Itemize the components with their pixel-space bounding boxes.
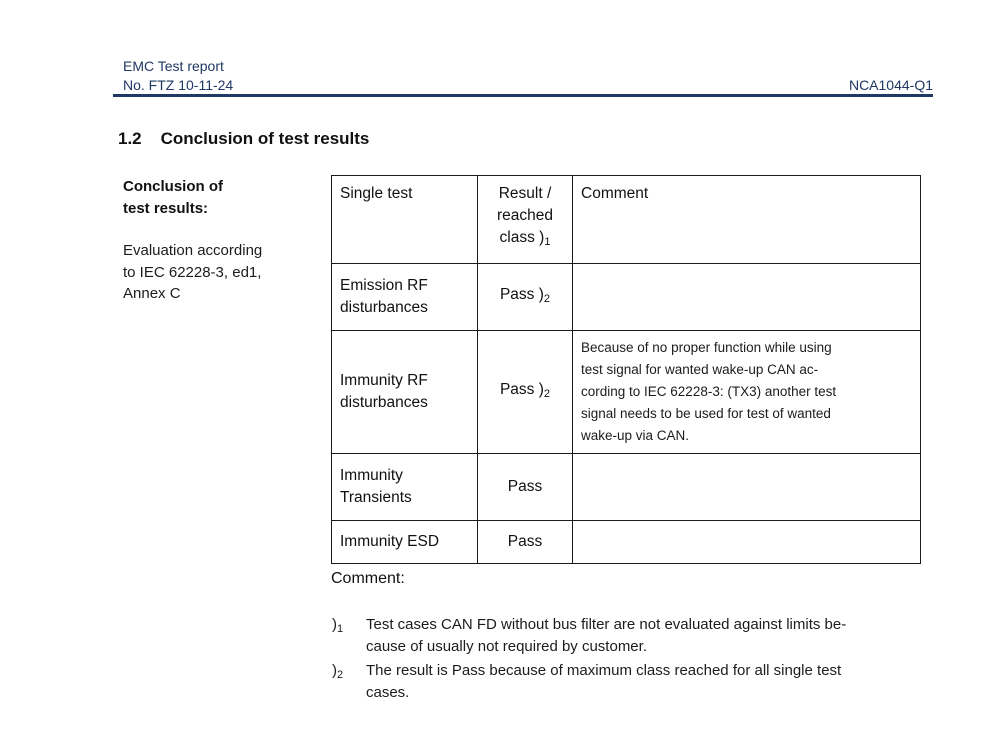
- footnote-ref-2: 2: [543, 293, 551, 305]
- cell-test-name: Immunity Transients: [332, 454, 478, 521]
- header-cell-result: [478, 176, 573, 264]
- document-id: NCA1044-Q1: [848, 77, 933, 93]
- footnote-2-text: The result is Pass because of maximum class reached for all single test cases.: [366, 662, 842, 701]
- sidebar-note: [123, 240, 328, 305]
- cell-result: Pass )$_2$: [478, 331, 573, 454]
- table-row-immunity-transients: [332, 454, 921, 521]
- table-row-emission-rf: [332, 264, 921, 331]
- cell-result: Pass: [478, 521, 573, 564]
- header-result-line2: reached: [496, 207, 553, 224]
- header-result-line3: class )$_1$: [499, 229, 551, 248]
- cell-comment: [573, 264, 921, 331]
- header-single-test-label: Single test: [340, 185, 413, 202]
- cell-test-name: Immunity ESD: [332, 521, 478, 564]
- cell-comment: [573, 454, 921, 521]
- footnote-2-marker: )$_2$: [332, 662, 344, 681]
- sidebar-note-line2: to IEC 62228-3, ed1,: [123, 263, 262, 281]
- report-number: No. FTZ 10-11-24: [123, 77, 234, 93]
- footnotes: [332, 614, 922, 706]
- cell-result: Pass )$_2$: [478, 264, 573, 331]
- header-result-line1: Result /: [498, 185, 552, 202]
- footnote-ref-1: 1: [544, 236, 551, 248]
- sidebar-label-line2: test results:: [123, 199, 209, 217]
- footnote-1-text: Test cases CAN FD without bus filter are not evaluated against limits be- cause of usually not required by customer.: [366, 616, 847, 655]
- table-header-row: [332, 176, 921, 264]
- section-number: 1.2: [118, 129, 142, 148]
- sidebar-label-line1: Conclusion of: [123, 178, 223, 195]
- cell-comment: [573, 521, 921, 564]
- sidebar-note-line1: Evaluation according: [123, 242, 263, 259]
- footnote-2: [332, 660, 922, 704]
- header-cell-single-test: [332, 176, 478, 264]
- footnote-ref-2: 2: [543, 388, 551, 400]
- cell-test-name: Emission RF disturbances: [332, 264, 478, 331]
- table-row-immunity-esd: [332, 521, 921, 564]
- comment-section-label: Comment:: [331, 570, 405, 587]
- results-table: [331, 175, 921, 564]
- section-title: Conclusion of test results: [160, 129, 370, 148]
- header-cell-comment: [573, 176, 921, 264]
- cell-test-name: Immunity RF disturbances: [332, 331, 478, 454]
- table-row-immunity-rf: [332, 331, 921, 454]
- header-comment-label: Comment: [581, 185, 649, 202]
- cell-result: Pass: [478, 454, 573, 521]
- cell-comment: Because of no proper function while using test signal for wanted wake-up CAN ac- cording to IEC 62228-3: (TX3) another test signal needs to be used for test of wanted wake-up via CAN.: [573, 331, 921, 454]
- footnote-1: [332, 614, 922, 658]
- header-rule: [113, 94, 933, 97]
- section-heading: [118, 129, 369, 149]
- sidebar-note-line3: Annex C: [123, 285, 181, 302]
- sidebar-label: [123, 176, 328, 219]
- footnote-1-marker: )$_1$: [332, 616, 344, 635]
- report-title: EMC Test report: [123, 58, 224, 74]
